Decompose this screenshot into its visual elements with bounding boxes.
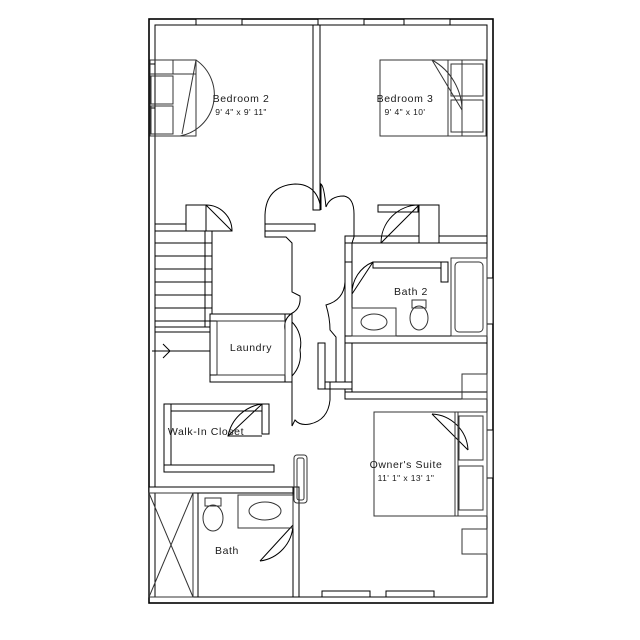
- exterior-walls: [149, 19, 493, 603]
- room-name: Bedroom 2: [212, 93, 270, 105]
- room-dimensions: 11' 1" x 13' 1": [377, 473, 435, 484]
- bed-bedroom-3: [380, 60, 486, 136]
- bath-fixtures: [149, 455, 307, 597]
- room-name: Walk-In Closet: [167, 426, 245, 438]
- room-dimensions: 9' 4" x 10': [384, 107, 426, 118]
- room-name: Bedroom 3: [376, 93, 434, 105]
- interior-walls: [149, 25, 487, 597]
- room-dimensions: 9' 4" x 9' 11": [215, 107, 267, 118]
- bed-owners-suite: [374, 374, 487, 554]
- bed-bedroom-2: [150, 60, 214, 136]
- room-name: Bath: [215, 545, 239, 557]
- bath-2-fixtures: [352, 258, 487, 336]
- hallway-outline: [265, 184, 354, 426]
- room-name: Owner's Suite: [369, 459, 443, 471]
- room-name: Laundry: [229, 342, 273, 354]
- laundry-appliances: [217, 321, 285, 375]
- room-name: Bath 2: [394, 286, 428, 298]
